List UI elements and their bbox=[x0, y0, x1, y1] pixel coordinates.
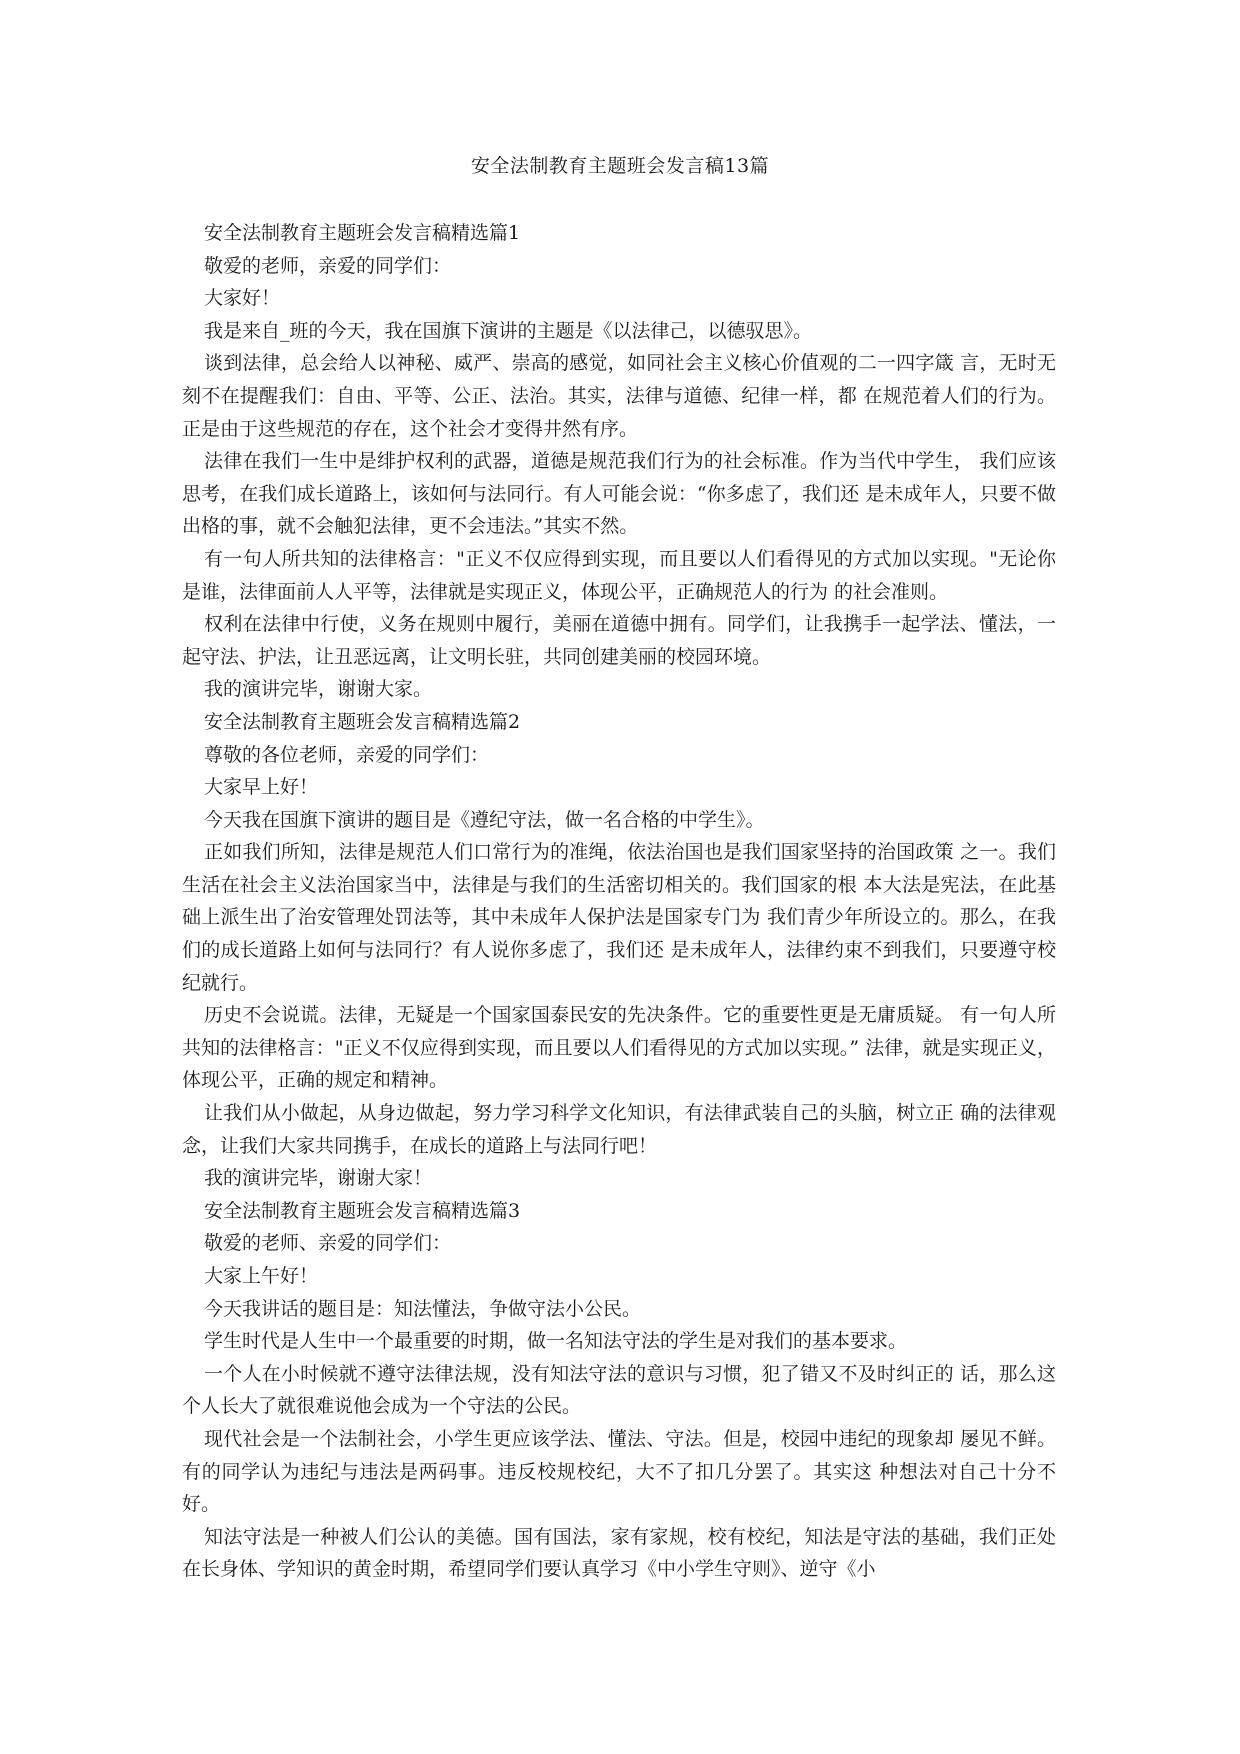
paragraph: 知法守法是一种被人们公认的美德。国有国法，家有家规，校有校纪，知法是守法的基础，我们正处在长身体、学知识的黄金时期，希望同学们要认真学习《中小学生守则》、逆守《小 bbox=[182, 1525, 1056, 1581]
paragraph: 尊敬的各位老师，亲爱的同学们： bbox=[204, 743, 490, 766]
paragraph: 大家好！ bbox=[204, 287, 281, 310]
paragraph: 让我们从小做起，从身边做起，努力学习科学文化知识，有法律武装自己的头脑，树立正 确的法律观念，让我们大家共同携手，在成长的道路上与法同行吧！ bbox=[182, 1102, 1056, 1157]
paragraph: 安全法制教育主题班会发言稿精选篇1 bbox=[204, 222, 521, 244]
paragraph: 安全法制教育主题班会发言稿精选篇2 bbox=[204, 710, 521, 733]
paragraph: 大家上午好！ bbox=[204, 1265, 319, 1287]
paragraph: 我是来自_班的今天，我在国旗下演讲的主题是《以法律己，以德驭思》。 bbox=[204, 319, 813, 342]
paragraph: 学生时代是人生中一个最重要的时期，做一名知法守法的学生是对我们的基本要求。 bbox=[204, 1330, 908, 1353]
paragraph: 安全法制教育主题班会发言稿精选篇3 bbox=[204, 1199, 521, 1222]
paragraph: 一个人在小时候就不遵守法律法规，没有知法守法的意识与习惯，犯了错又不及时纠正的 话，那么这个人长大了就很难说他会成为一个守法的公民。 bbox=[182, 1362, 1056, 1418]
paragraph: 今天我讲话的题目是：知法懂法，争做守法小公民。 bbox=[204, 1297, 642, 1320]
paragraph: 敬爱的老师、亲爱的同学们： bbox=[204, 1232, 452, 1255]
document-body bbox=[182, 217, 1056, 1586]
paragraph: 我的演讲完毕，谢谢大家！ bbox=[204, 1167, 433, 1190]
paragraph: 大家早上好！ bbox=[204, 776, 319, 799]
paragraph: 敬爱的老师，亲爱的同学们： bbox=[204, 254, 452, 277]
paragraph: 谈到法律，总会给人以神秘、威严、崇高的感觉，如同社会主义核心价值观的二一四字箴 言，无时无刻不在提醒我们：自由、平等、公正、法治。其实，法律与道德、纪律一样，都 在规范着人们的行为。正是由于这些规范的存在，这个社会才变得井然有序。 bbox=[182, 352, 1056, 440]
paragraph: 正如我们所知，法律是规范人们口常行为的准绳，依法治国也是我们国家坚持的治国政策 之一。我们生活在社会主义法治国家当中，法律是与我们的生活密切相关的。我们国家的根 本大法是宪法，在此基础上派生出了治安管理处罚法等，其中未成年人保护法是国家专门为 我们青少年所设立的。那么，在我们的成长道路上如何与法同行？有人说你多虑了，我们还 是未成年人，法律约束不到我们，只要遵守校纪就行。 bbox=[182, 841, 1056, 994]
paragraph: 今天我在国旗下演讲的题目是《遵纪守法，做一名合格的中学生》。 bbox=[204, 808, 765, 831]
paragraph: 权利在法律中行使，义务在规则中履行，美丽在道德中拥有。同学们，让我携手一起学法、懂法，一起守法、护法，让丑恶远离，让文明长驻，共同创建美丽的校园环境。 bbox=[182, 613, 1056, 668]
paragraph: 有一句人所共知的法律格言："正义不仅应得到实现，而且要以人们看得见的方式加以实现。"无论你是谁，法律面前人人平等，法律就是实现正义，体现公平，正确规范人的行为 的社会准则。 bbox=[182, 547, 1056, 603]
paragraph: 法律在我们一生中是绯护权利的武器，道德是规范我们行为的社会标准。作为当代中学生， 我们应该思考，在我们成长道路上，该如何与法同行。有人可能会说：“你多虑了，我们还 是未成年人，只要不做出格的事，就不会触犯法律，更不会违法。”其实不然。 bbox=[182, 450, 1056, 538]
document-title: 安全法制教育主题班会发言稿13篇 bbox=[470, 155, 770, 177]
paragraph: 历史不会说谎。法律，无疑是一个国家国泰民安的先决条件。它的重要性更是无庸质疑。 有一句人所共知的法律格言："正义不仅应得到实现，而且要以人们看得见的方式加以实现。” 法律，就是实现正义，体现公平，正确的规定和精神。 bbox=[182, 1004, 1056, 1092]
paragraph: 我的演讲完毕，谢谢大家。 bbox=[204, 678, 433, 701]
paragraph: 现代社会是一个法制社会，小学生更应该学法、懂法、守法。但是，校园中违纪的现象却 屡见不鲜。有的同学认为违纪与违法是两码事。违反校规校纪，大不了扣几分罢了。其实这 种想法对自己十分不好。 bbox=[182, 1427, 1056, 1516]
